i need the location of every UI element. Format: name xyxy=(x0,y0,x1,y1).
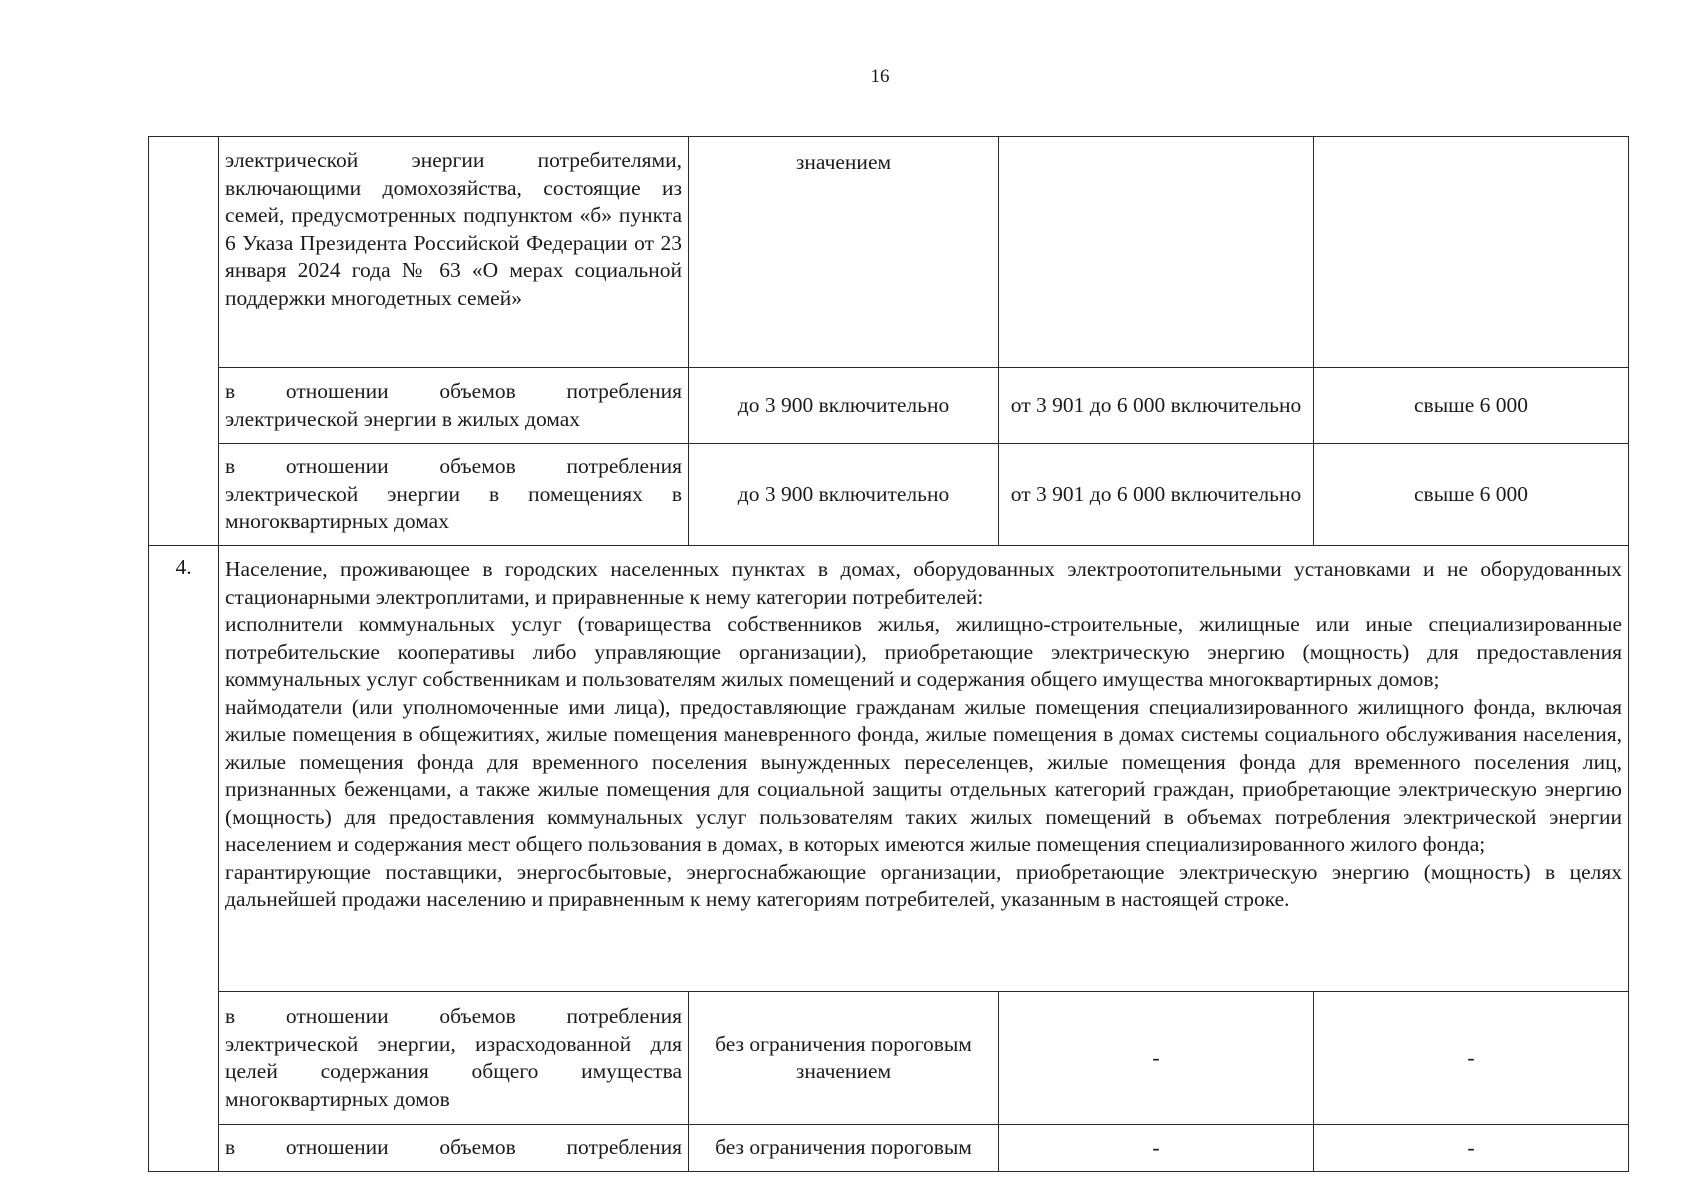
table-row xyxy=(149,444,1629,546)
row-number-cell xyxy=(149,546,219,1172)
threshold-cell-1: до 3 900 включительно xyxy=(689,368,999,444)
description-cell: в отношении объемов потребления электрической энергии в жилых домах xyxy=(219,368,689,444)
section-paragraph: гарантирующие поставщики, энергосбытовые, энергоснабжающие организации, приобретающие электрическую энергию (мощность) в целях дальнейшей продажи населению и приравненным к нему категориям потребителей, указанным в настоящей строке. xyxy=(225,859,1622,911)
threshold-cell-1: без ограничения пороговым xyxy=(689,1125,999,1172)
table-row xyxy=(149,1125,1629,1172)
description-cell: в отношении объемов потребления электрической энергии, израсходованной для целей содержания общего имущества многоквартирных домов xyxy=(219,992,689,1125)
section-header-row xyxy=(149,546,1629,992)
section-paragraph: Население, проживающее в городских населенных пунктах в домах, оборудованных электроотопительными установками и не оборудованных стационарными электроплитами, и приравненные к нему категории потребителей: xyxy=(225,557,1622,609)
threshold-cell-1: без ограничения пороговым значением xyxy=(689,992,999,1125)
row-number-cell xyxy=(149,137,219,546)
threshold-cell-2 xyxy=(999,137,1314,368)
threshold-cell-2: от 3 901 до 6 000 включительно xyxy=(999,368,1314,444)
row-number: 4. xyxy=(175,555,192,579)
table-row xyxy=(149,368,1629,444)
description-cell: электрической энергии потребителями, включающими домохозяйства, состоящие из семей, предусмотренных подпунктом «б» пункта 6 Указа Президента Российской Федерации от 23 января 2024 года № 63 «О мерах социальной поддержки многодетных семей» xyxy=(219,137,689,368)
threshold-cell-3: - xyxy=(1314,1125,1629,1172)
threshold-cell-1: до 3 900 включительно xyxy=(689,444,999,546)
threshold-cell-2: от 3 901 до 6 000 включительно xyxy=(999,444,1314,546)
threshold-cell-3: свыше 6 000 xyxy=(1314,368,1629,444)
threshold-cell-3: свыше 6 000 xyxy=(1314,444,1629,546)
table-row xyxy=(149,992,1629,1125)
threshold-cell-2: - xyxy=(999,1125,1314,1172)
description-cell: в отношении объемов потребления электрической энергии в помещениях в многоквартирных домах xyxy=(219,444,689,546)
table-row xyxy=(149,137,1629,368)
section-description xyxy=(219,546,1629,992)
threshold-cell-3 xyxy=(1314,137,1629,368)
page-number: 16 xyxy=(870,66,890,87)
threshold-cell-1: значением xyxy=(689,137,999,368)
section-paragraph: исполнители коммунальных услуг (товарищества собственников жилья, жилищно-строительные, жилищные или иные специализированные потребительские кооперативы либо управляющие организации), приобретающие электрическую энергию (мощность) для предоставления коммунальных услуг собственникам и пользователям жилых помещений и содержания общего имущества многоквартирных домов; xyxy=(225,612,1622,691)
description-cell: в отношении объемов потребления xyxy=(219,1125,689,1172)
tariff-table xyxy=(148,136,1629,1172)
threshold-cell-3: - xyxy=(1314,992,1629,1125)
section-paragraph: наймодатели (или уполномоченные ими лица), предоставляющие гражданам жилые помещения специализированного жилищного фонда, включая жилые помещения в общежитиях, жилые помещения маневренного фонда, жилые помещения в домах системы социального обслуживания населения, жилые помещения фонда для временного поселения вынужденных переселенцев, жилые помещения фонда для временного поселения лиц, признанных беженцами, а также жилые помещения для социальной защиты отдельных категорий граждан, приобретающие электрическую энергию (мощность) для предоставления коммунальных услуг пользователям таких жилых помещений в объемах потребления электрической энергии населением и содержания мест общего пользования в домах, в которых имеются жилые помещения специализированного жилого фонда; xyxy=(225,694,1622,856)
threshold-cell-2: - xyxy=(999,992,1314,1125)
